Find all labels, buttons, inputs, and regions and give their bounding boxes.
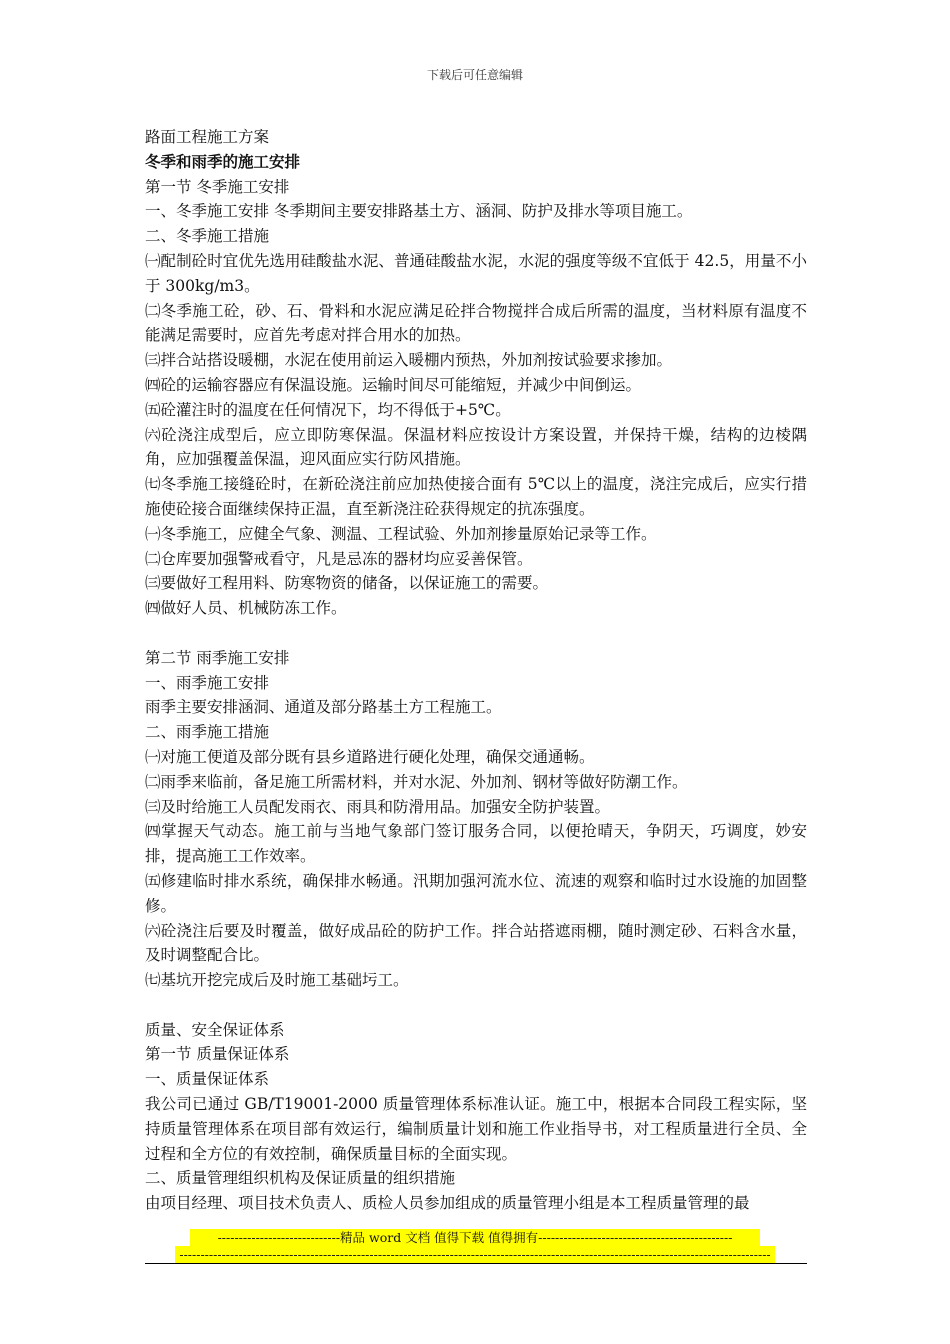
rainy-item: ㈡雨季来临前，备足施工所需材料，并对水泥、外加剂、钢材等做好防潮工作。: [145, 772, 688, 791]
quality-org-title: 二、质量管理组织机构及保证质量的组织措施: [145, 1169, 456, 1188]
rainy-item: ㈦基坑开挖完成后及时施工基础圬工。: [145, 971, 409, 990]
winter-item: ㈠冬季施工，应健全气象、测温、工程试验、外加剂掺量原始记录等工作。: [145, 524, 657, 543]
quality-title: 质量、安全保证体系: [145, 1020, 285, 1039]
page-header: 下载后可任意编辑: [426, 68, 523, 82]
rainy-item: ㈢及时给施工人员配发雨衣、雨具和防滑用品。加强安全防护装置。: [145, 797, 611, 816]
doc-title: 路面工程施工方案: [145, 128, 270, 146]
winter-arrangement: 一、冬季施工安排 冬季期间主要安排路基土方、涵洞、防护及排水等项目施工。: [145, 202, 693, 221]
winter-section-title: 第一节 冬季施工安排: [145, 177, 290, 196]
rainy-arrangement: 雨季主要安排涵洞、通道及部分路基土方工程施工。: [145, 698, 502, 717]
footer-dashes: --------------------------------------------------------------------------------------------------------------------------------------------: [175, 1246, 775, 1263]
winter-item: ㈣砼的运输容器应有保温设施。运输时间尽可能缩短，并减少中间倒运。: [145, 375, 642, 394]
winter-measures-title: 二、冬季施工措施: [145, 227, 270, 246]
quality-org-text: 由项目经理、项目技术负责人、质检人员参加组成的质量管理小组是本工程质量管理的最: [145, 1194, 750, 1213]
rainy-section-title: 第二节 雨季施工安排: [145, 648, 290, 667]
rainy-item: ㈤修建临时排水系统，确保排水畅通。汛期加强河流水位、流速的观察和临时过水设施的加固整修。: [145, 871, 807, 915]
quality-section-title: 第一节 质量保证体系: [145, 1045, 290, 1064]
rainy-item: ㈠对施工便道及部分既有县乡道路进行硬化处理，确保交通通畅。: [145, 747, 595, 766]
section-heading: 冬季和雨季的施工安排: [145, 152, 301, 171]
winter-item: ㈡仓库要加强警戒看守，凡是忌冻的器材均应妥善保管。: [145, 549, 533, 568]
winter-item: ㈥砼浇注成型后，应立即防寒保温。保温材料应按设计方案设置，并保持干燥，结构的边棱隅角，应加强覆盖保温，迎风面应实行防风措施。: [145, 425, 807, 469]
rainy-item: ㈥砼浇注后要及时覆盖，做好成品砼的防护工作。拌合站搭遮雨棚，随时测定砂、石料含水量，及时调整配合比。: [145, 921, 807, 965]
winter-item: ㈦冬季施工接缝砼时，在新砼浇注前应加热使接合面有 5℃以上的温度，浇注完成后，应实行措施使砼接合面继续保持正温，直至新浇注砼获得规定的抗冻强度。: [145, 475, 807, 518]
quality-system-text: 我公司已通过 GB/T19001-2000 质量管理体系标准认证。施工中，根据本合同段工程实际，坚持质量管理体系在项目部有效运行，编制质量计划和施工作业指导书，对工程质量进行全员、全过程和全方位的有效控制，确保质量目标的全面实现。: [145, 1095, 807, 1163]
winter-item: ㈠配制砼时宜优先选用硅酸盐水泥、普通硅酸盐水泥，水泥的强度等级不宜低于 42.5，用量不小于 300kg/m3。: [145, 251, 807, 295]
rainy-item: ㈣掌握天气动态。施工前与当地气象部门签订服务合同，以便抢晴天，争阴天，巧调度，妙安排，提高施工工作效率。: [145, 822, 807, 866]
footer-rule: [145, 1263, 807, 1264]
blank-line: [145, 993, 807, 1018]
winter-item: ㈢拌合站搭设暖棚，水泥在使用前运入暖棚内预热，外加剂按试验要求掺加。: [145, 351, 673, 370]
quality-system-title: 一、质量保证体系: [145, 1070, 270, 1089]
blank-line: [145, 621, 807, 646]
footer-banner: -----------------------------精品 word 文档 值得下载 值得拥有----------------------------------------------: [190, 1229, 760, 1246]
rainy-measures-title: 二、雨季施工措施: [145, 723, 270, 742]
winter-item: ㈣做好人员、机械防冻工作。: [145, 599, 347, 618]
winter-item: ㈤砼灌注时的温度在任何情况下，均不得低于+5℃。: [145, 400, 511, 419]
rainy-arrangement-title: 一、雨季施工安排: [145, 673, 270, 692]
winter-item: ㈡冬季施工砼，砂、石、骨料和水泥应满足砼拌合物搅拌合成后所需的温度，当材料原有温度不能满足需要时，应首先考虑对拌合用水的加热。: [145, 301, 807, 345]
document-body: [145, 125, 807, 1216]
winter-item: ㈢要做好工程用料、防寒物资的储备，以保证施工的需要。: [145, 574, 549, 593]
